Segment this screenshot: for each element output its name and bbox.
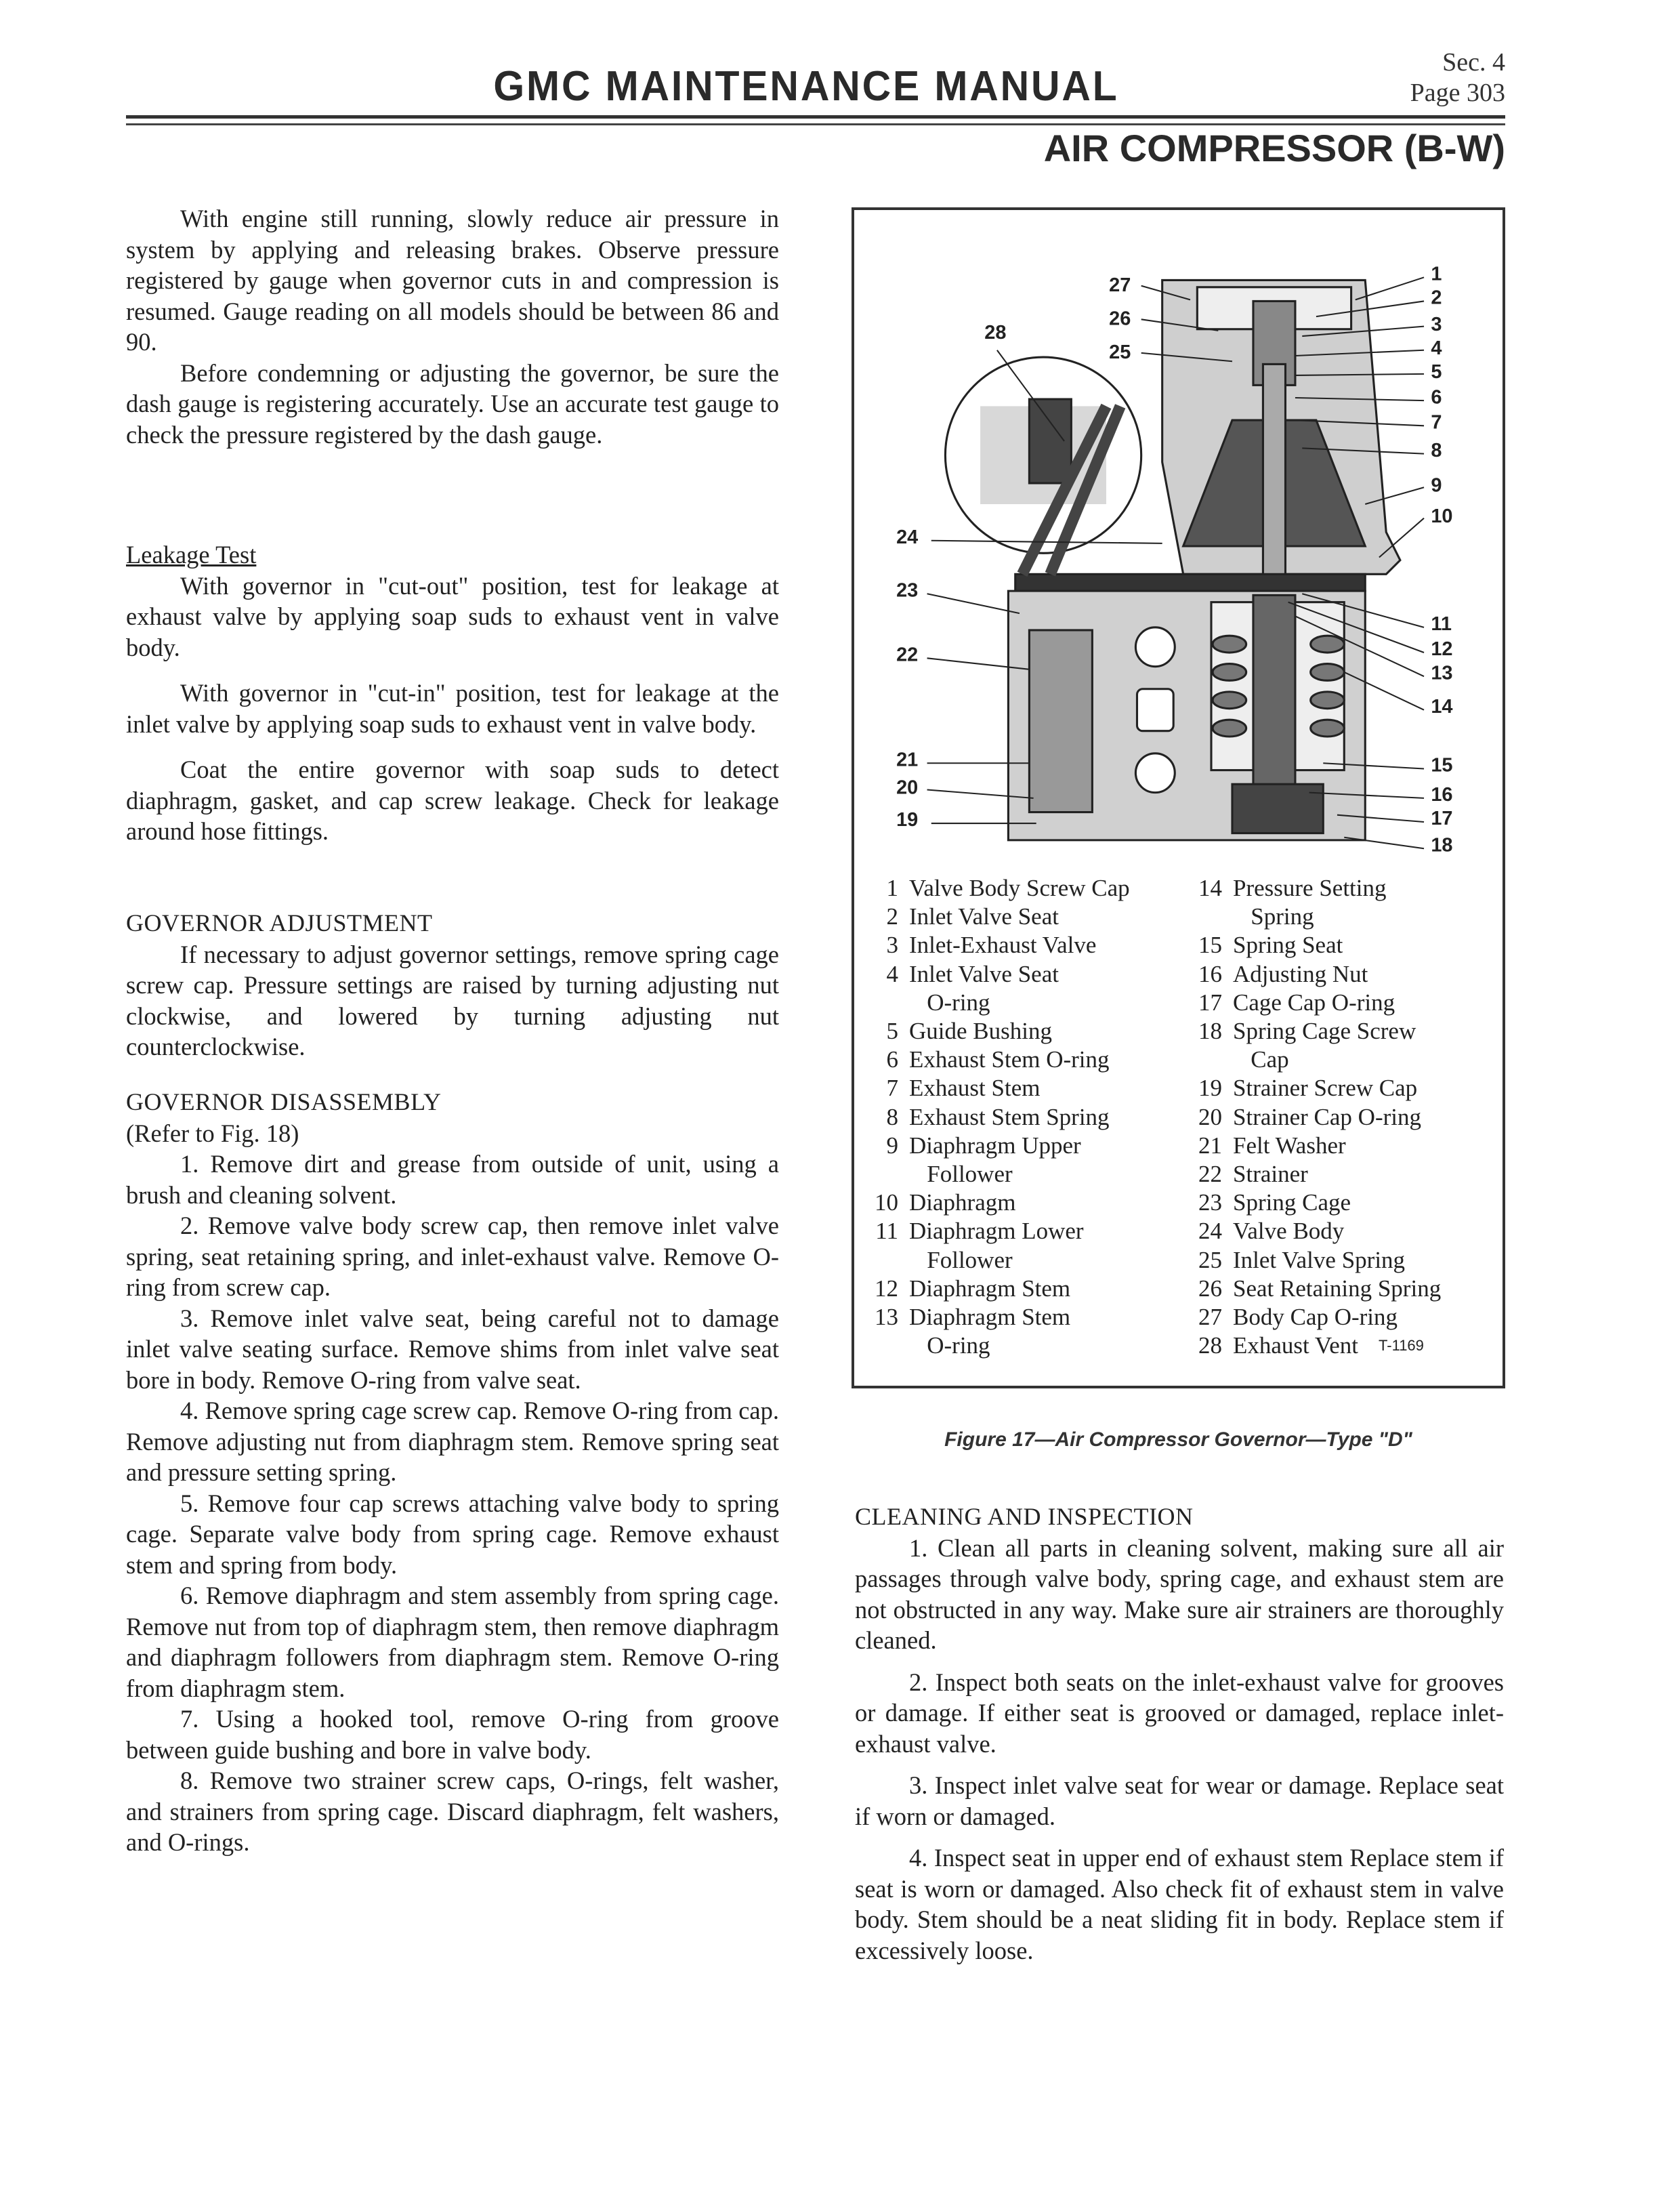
part-legend-item (860, 1046, 1130, 1074)
part-number: 5 (886, 1018, 898, 1045)
callout-number: 28 (984, 322, 1007, 344)
part-legend-item (1184, 1074, 1441, 1102)
section-heading: CLEANING AND INSPECTION (855, 1503, 1194, 1530)
part-number: 26 (1198, 1275, 1222, 1302)
section-number: Sec. 4 (1442, 48, 1505, 77)
part-legend-item (860, 1217, 1130, 1274)
part-name: Guide Bushing (909, 1018, 1052, 1045)
part-number: 14 (1198, 875, 1222, 901)
part-legend-item (860, 960, 1130, 1017)
disassembly-step: 8. Remove two strainer screw caps, O-rings, felt washer, and strainers from spring cage. Discard diaphragm, felt washers, and O-rings. (126, 1767, 779, 1856)
leakage-test-section (126, 539, 779, 847)
part-number: 25 (1198, 1246, 1222, 1273)
callout-number: 13 (1431, 662, 1453, 684)
part-number: 28 (1198, 1332, 1222, 1359)
disassembly-step: 4. Remove spring cage screw cap. Remove O-ring from cap. Remove adjusting nut from diaphragm stem. Remove spring seat and pressure setting spring. (126, 1397, 779, 1486)
paragraph: Before condemning or adjusting the governor, be sure the dash gauge is registering accurately. Use an accurate test gauge to check the pressure registered by the dash gauge. (126, 358, 779, 449)
figure-reference: (Refer to Fig. 18) (126, 1119, 299, 1147)
part-number: 18 (1198, 1018, 1222, 1045)
part-legend-item (1184, 1217, 1441, 1245)
paragraph: 1. Clean all parts in cleaning solvent, making sure all air passages through valve body, spring cage, and exhaust stem are not obstructed in any way. Make sure air strainers are thoroughly cleaned. (855, 1533, 1504, 1654)
part-number: 24 (1198, 1218, 1222, 1245)
part-legend-item (860, 931, 1130, 959)
part-number: 21 (1198, 1132, 1222, 1159)
part-legend-item (860, 874, 1130, 903)
part-legend-item (860, 1189, 1130, 1217)
part-name: Strainer Screw Cap (1233, 1075, 1418, 1102)
part-name: Diaphragm Stem (909, 1275, 1071, 1302)
part-name: Exhaust Vent (1233, 1332, 1359, 1359)
parts-legend-left (860, 874, 1130, 1360)
disassembly-step: 7. Using a hooked tool, remove O-ring from groove between guide bushing and bore in valve body. (126, 1705, 779, 1764)
part-name: Pressure Setting Spring (1233, 875, 1387, 930)
section-heading: Leakage Test (126, 541, 257, 569)
part-number: 13 (875, 1304, 898, 1331)
callout-number: 1 (1431, 263, 1442, 285)
diaphragm-shape (1015, 574, 1366, 591)
part-name: Strainer (1233, 1161, 1308, 1188)
part-number: 2 (886, 903, 898, 930)
part-legend-item (1184, 1303, 1441, 1332)
part-name: Felt Washer (1233, 1132, 1346, 1159)
part-legend-item (1184, 1246, 1441, 1275)
part-legend-item (860, 903, 1130, 931)
part-legend-item (860, 1303, 1130, 1360)
section-heading: GOVERNOR ADJUSTMENT (126, 909, 433, 936)
callout-number: 17 (1431, 808, 1453, 830)
callout-number: 8 (1431, 439, 1442, 461)
part-name: Valve Body (1233, 1218, 1345, 1245)
header-rule (126, 123, 1505, 125)
part-name: Adjusting Nut (1233, 960, 1368, 987)
part-number: 1 (886, 875, 898, 901)
paragraph: If necessary to adjust governor settings, remove spring cage screw cap. Pressure settings are raised by turning adjusting nut clockwise, and lowered by turning adjusting nut counterclockwise. (126, 940, 779, 1060)
steps-list (126, 1149, 779, 1858)
chapter-title: AIR COMPRESSOR (B-W) (1043, 127, 1505, 169)
disassembly-step: 2. Remove valve body screw cap, then remove inlet valve spring, seat retaining spring, and inlet-exhaust valve. Remove O-ring from screw cap. (126, 1212, 779, 1301)
part-number: 8 (886, 1103, 898, 1130)
part-number: 16 (1198, 960, 1222, 987)
intro-section (126, 203, 779, 450)
part-name: Diaphragm Lower Follower (909, 1218, 1084, 1273)
callout-number: 5 (1431, 361, 1442, 384)
part-legend-item (860, 1275, 1130, 1303)
part-name: Body Cap O-ring (1233, 1304, 1398, 1331)
callout-number: 21 (896, 749, 919, 771)
part-name: Inlet Valve Seat (909, 903, 1059, 930)
part-legend-item (1184, 931, 1441, 959)
governor-adjustment-section (126, 908, 779, 1062)
callout-number: 12 (1431, 638, 1453, 661)
callout-number: 24 (896, 526, 919, 548)
part-name: Spring Seat (1233, 932, 1343, 959)
callout-number: 19 (896, 809, 919, 831)
part-name: Inlet Valve Seat O-ring (909, 960, 1059, 1016)
part-legend-item (1184, 1275, 1441, 1303)
part-number: 15 (1198, 932, 1222, 959)
part-legend-item (1184, 1189, 1441, 1217)
part-number: 10 (875, 1189, 898, 1216)
callout-number: 14 (1431, 695, 1453, 718)
part-legend-item (860, 1132, 1130, 1189)
part-number: 3 (886, 932, 898, 959)
part-legend-item (1184, 874, 1441, 931)
part-name: Spring Cage (1233, 1189, 1351, 1216)
part-number: 4 (886, 960, 898, 987)
callout-number: 25 (1109, 342, 1131, 364)
part-number: 12 (875, 1275, 898, 1302)
callout-number: 20 (896, 777, 919, 799)
part-number: 6 (886, 1046, 898, 1073)
disassembly-step: 5. Remove four cap screws attaching valve body to spring cage. Separate valve body from spring cage. Remove exhaust stem and spring from body. (126, 1489, 779, 1579)
part-name: Diaphragm Stem O-ring (909, 1304, 1071, 1359)
part-number: 9 (886, 1132, 898, 1159)
part-number: 20 (1198, 1103, 1222, 1130)
part-name: Seat Retaining Spring (1233, 1275, 1442, 1302)
callout-number: 2 (1431, 287, 1442, 309)
callout-number: 16 (1431, 784, 1453, 806)
figure-caption: Figure 17—Air Compressor Governor—Type "D" (944, 1428, 1412, 1451)
part-legend-item (1184, 1103, 1441, 1132)
callout-number: 9 (1431, 474, 1442, 497)
callout-number: 3 (1431, 313, 1442, 335)
part-legend-item (860, 1103, 1130, 1132)
part-number: 23 (1198, 1189, 1222, 1216)
header-rule (126, 115, 1505, 119)
paragraph: With engine still running, slowly reduce air pressure in system by applying and releasing brakes. Observe pressure registered by gauge when governor cuts in and compression is resumed. Gauge reading on all models should be between 86 and 90. (126, 205, 779, 356)
part-legend-item (860, 1074, 1130, 1102)
part-legend-item (860, 1017, 1130, 1046)
paragraph: 2. Inspect both seats on the inlet-exhaust valve for grooves or damage. If either seat is grooved or damaged, replace inlet-exhaust valve. (855, 1668, 1504, 1758)
governor-disassembly-section (126, 1087, 779, 1858)
part-number: 11 (875, 1218, 898, 1245)
part-number: 27 (1198, 1304, 1222, 1331)
callout-number: 18 (1431, 834, 1453, 856)
paragraph: With governor in "cut-in" position, test for leakage at the inlet valve by applying soap suds to exhaust vent in valve body. (126, 679, 779, 738)
disassembly-step: 6. Remove diaphragm and stem assembly from spring cage. Remove nut from top of diaphragm stem, then remove diaphragm and diaphragm followers from diaphragm stem. Remove O-ring from diaphragm stem. (126, 1582, 779, 1702)
callout-number: 11 (1431, 613, 1452, 635)
manual-title: GMC MAINTENANCE MANUAL (493, 63, 1119, 110)
part-number: 7 (886, 1075, 898, 1102)
part-name: Exhaust Stem Spring (909, 1103, 1110, 1130)
callout-number: 6 (1431, 386, 1442, 409)
paragraph: With governor in "cut-out" position, test for leakage at exhaust valve by applying soap suds to exhaust vent in valve body. (126, 571, 779, 661)
section-heading: GOVERNOR DISASSEMBLY (126, 1088, 442, 1115)
part-name: Cage Cap O-ring (1233, 989, 1395, 1016)
part-name: Inlet Valve Spring (1233, 1246, 1406, 1273)
part-name: Diaphragm (909, 1189, 1016, 1216)
callout-number: 4 (1431, 337, 1442, 359)
part-name: Inlet-Exhaust Valve (909, 932, 1097, 959)
governor-illustration (945, 280, 1400, 840)
callout-number: 10 (1431, 505, 1453, 527)
part-legend-item (1184, 989, 1441, 1017)
cleaning-inspection-section (855, 1502, 1504, 1966)
callout-number: 22 (896, 644, 919, 666)
paragraph: Coat the entire governor with soap suds to detect diaphragm, gasket, and cap screw leakage. Check for leakage around hose fittings. (126, 756, 779, 845)
callout-number: 27 (1109, 274, 1131, 296)
callout-number: 23 (896, 579, 919, 602)
parts-legend-right (1184, 874, 1441, 1360)
governor-diagram (852, 207, 1508, 885)
part-legend-item (1184, 1132, 1441, 1160)
part-name: Diaphragm Upper Follower (909, 1132, 1081, 1188)
part-name: Spring Cage Screw Cap (1233, 1018, 1416, 1073)
page-number: Page 303 (1410, 79, 1505, 107)
part-name: Valve Body Screw Cap (909, 875, 1130, 901)
part-number: 19 (1198, 1075, 1222, 1102)
callout-number: 15 (1431, 754, 1453, 777)
part-legend-item (1184, 1017, 1441, 1074)
part-name: Exhaust Stem O-ring (909, 1046, 1110, 1073)
part-legend-item (1184, 1160, 1441, 1189)
callout-number: 7 (1431, 411, 1442, 434)
part-legend-item (1184, 960, 1441, 989)
part-legend-item (1184, 1332, 1441, 1360)
disassembly-step: 1. Remove dirt and grease from outside of unit, using a brush and cleaning solvent. (126, 1150, 779, 1209)
part-number: 17 (1198, 989, 1222, 1016)
part-name: Exhaust Stem (909, 1075, 1041, 1102)
drawing-number: T-1169 (1379, 1337, 1424, 1355)
disassembly-step: 3. Remove inlet valve seat, being careful not to damage inlet valve seating surface. Remove shims from inlet valve seat bore in body. Remove O-ring from valve seat. (126, 1304, 779, 1394)
callout-number: 26 (1109, 308, 1131, 330)
part-name: Strainer Cap O-ring (1233, 1103, 1421, 1130)
paragraph: 3. Inspect inlet valve seat for wear or damage. Replace seat if worn or damaged. (855, 1771, 1504, 1830)
part-number: 22 (1198, 1161, 1222, 1188)
paragraph: 4. Inspect seat in upper end of exhaust stem Replace stem if seat is worn or damaged. Also check fit of exhaust stem in valve body. Stem should be a neat sliding fit in body. Replace stem if excessively loose. (855, 1844, 1504, 1964)
